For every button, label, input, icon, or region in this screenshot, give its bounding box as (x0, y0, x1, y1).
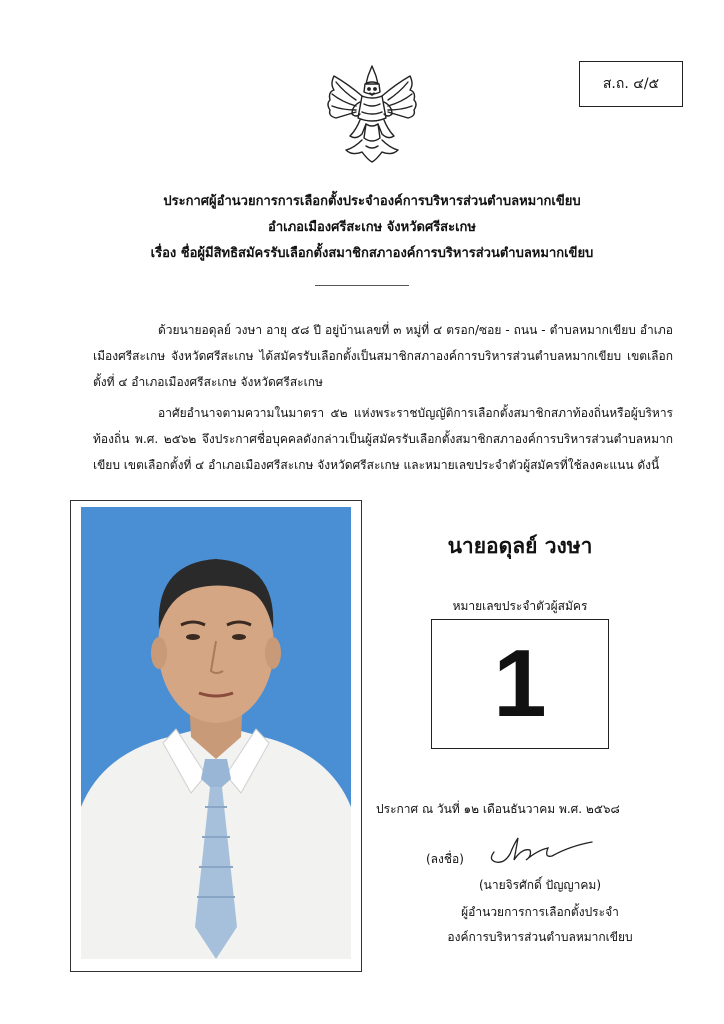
candidate-photo-frame (70, 500, 362, 972)
form-code-box (579, 61, 683, 107)
title-divider (315, 285, 409, 286)
district-province-line: อำเภอเมืองศรีสะเกษ จังหวัดศรีสะเกษ (268, 220, 476, 235)
candidate-number-box (431, 619, 609, 749)
signer-title-line-2: องค์การบริหารส่วนตำบลหมากเขียบ (447, 930, 633, 944)
body-paragraph-1: ด้วยนายอดุลย์ วงษา อายุ ๕๘ ปี อยู่บ้านเลขที่ ๓ หมู่ที่ ๔ ตรอก/ซอย - ถนน - ตำบลหมากเขียบ อำเภอเมืองศรีสะเกษ จังหวัดศรีสะเกษ ได้สมัครรับเลือกตั้งเป็นสมาชิกสภาองค์การบริหารส่วนตำบลหมากเขียบ เขตเลือกตั้งที่ ๔ อำเภอเมืองศรีสะเกษ จังหวัดศรีสะเกษ (93, 323, 673, 389)
subject-line: เรื่อง ชื่อผู้มีสิทธิสมัครรับเลือกตั้งสมาชิกสภาองค์การบริหารส่วนตำบลหมากเขียบ (150, 246, 594, 261)
signature-icon (486, 832, 596, 868)
signature-label: (ลงชื่อ) (426, 852, 464, 866)
signer-name: (นายจิรศักดิ์ ปัญญาคม) (478, 878, 602, 892)
garuda-emblem-icon (322, 62, 422, 164)
announcement-title: ประกาศผู้อำนวยการการเลือกตั้งประจำองค์การบริหารส่วนตำบลหมากเขียบ (163, 194, 581, 209)
form-code: ส.ถ. ๔/๕ (602, 76, 660, 92)
announcement-date: ประกาศ ณ วันที่ ๑๒ เดือนธันวาคม พ.ศ. ๒๕๖๘ (376, 802, 620, 816)
candidate-name: นายอดุลย์ วงษา (447, 534, 593, 558)
signer-title-line-1: ผู้อำนวยการการเลือกตั้งประจำ (461, 905, 619, 919)
body-paragraph-2: อาศัยอำนาจตามความในมาตรา ๕๒ แห่งพระราชบัญญัติการเลือกตั้งสมาชิกสภาท้องถิ่นหรือผู้บริหารท้องถิ่น พ.ศ. ๒๕๖๒ จึงประกาศชื่อบุคคลดังกล่าวเป็นผู้สมัครรับเลือกตั้งสมาชิกสภาองค์การบริหารส่วนตำบลหมากเขียบ เขตเลือกตั้งที่ ๔ อำเภอเมืองศรีสะเกษ จังหวัดศรีสะเกษ และหมายเลขประจำตัวผู้สมัครที่ใช้ลงคะแนน ดังนี้ (93, 406, 673, 472)
candidate-number: 1 (493, 630, 547, 737)
candidate-number-label: หมายเลขประจำตัวผู้สมัคร (452, 599, 588, 613)
candidate-photo (81, 507, 351, 959)
